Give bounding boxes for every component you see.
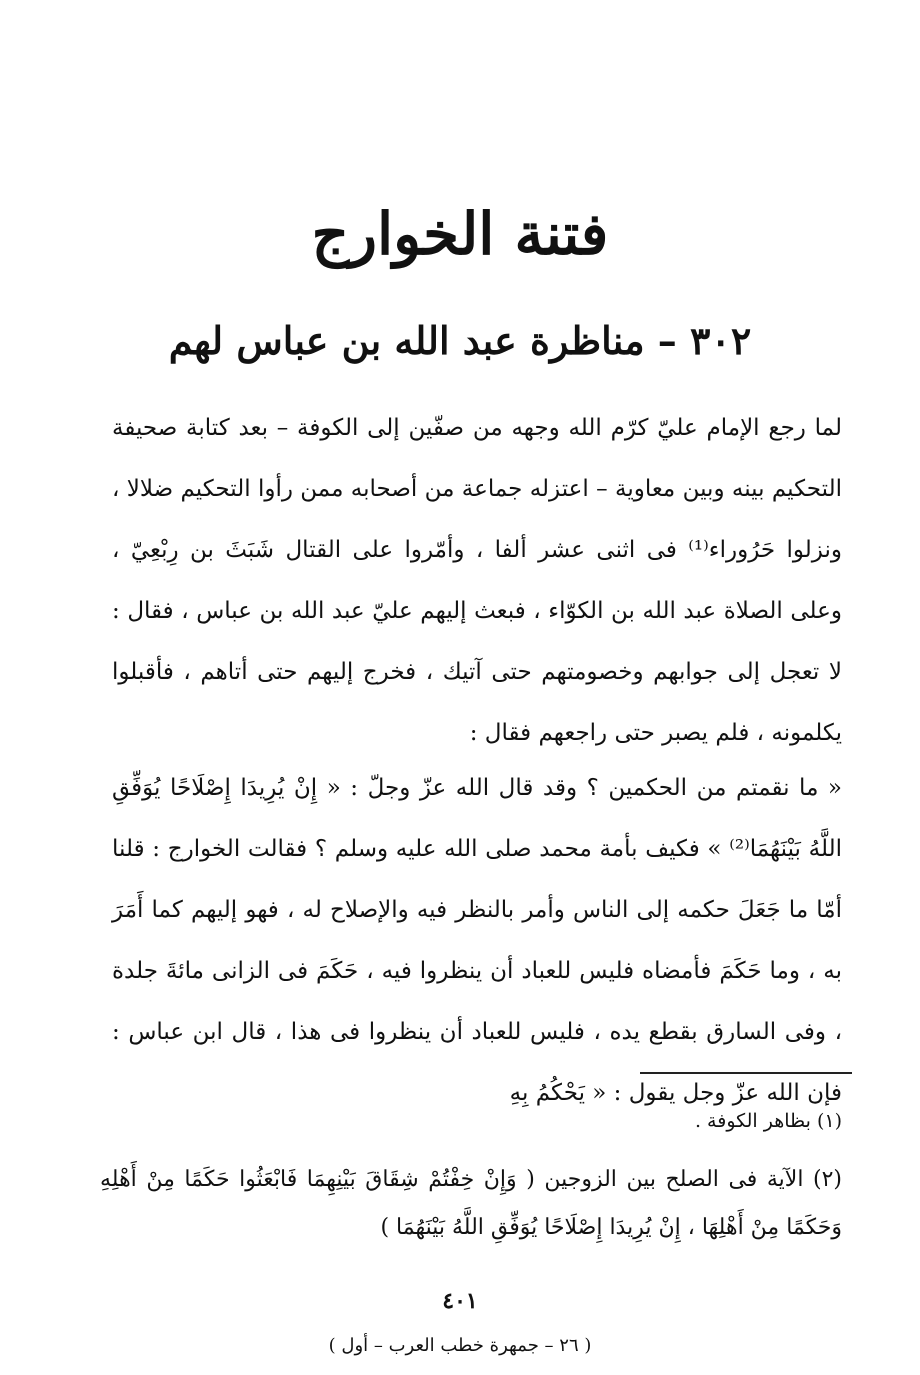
footnote-1: (١) بظاهر الكوفة .: [694, 1110, 842, 1132]
section-heading: ٣٠٢ – مناظرة عبد الله بن عباس لهم: [168, 318, 752, 363]
body-paragraph-2: « ما نقمتم من الحكمين ؟ وقد قال الله عزّ وجلّ : « إِنْ يُرِيدَا إِصْلَاحًا يُوَفِّقِ اللَّهُ بَيْنَهُمَا⁽²⁾ » فكيف بأمة محمد صلى الله عليه وسلم ؟ فقالت الخوارج : قلنا أمّا ما جَعَلَ حكمه إلى الناس وأمر بالنظر فيه والإصلاح له ، فهو إليهم كما أَمَرَ به ، وما حَكَمَ فأمضاه فليس للعباد أن ينظروا فيه ، حَكَمَ فى الزانى مائةَ جلدة ، وفى السارق بقطع يده ، فليس للعباد أن ينظروا فى هذا ، قال ابن عباس : فإن الله عزّ وجل يقول : « يَحْكُمُ بِهِ: [112, 775, 842, 1106]
chapter-title: فتنة الخوارج: [311, 200, 609, 268]
footnote-separator: [640, 1072, 852, 1074]
footnote-2: (٢) الآية فى الصلح بين الزوجين ( وَإِنْ خِفْتُمْ شِقَاقَ بَيْنِهِمَا فَابْعَثُوا حَكَمًا مِنْ أَهْلِهِ وَحَكَمًا مِنْ أَهْلِهَا ، إِنْ يُرِيدَا إِصْلَاحًا يُوَفِّقِ اللَّهُ بَيْنَهُمَا ): [100, 1167, 842, 1240]
body-paragraph-1: لما رجع الإمام عليّ كرّم الله وجهه من صفّين إلى الكوفة – بعد كتابة صحيفة التحكيم بينه وبين معاوية – اعتزله جماعة من أصحابه ممن رأوا التحكيم ضلالا ، ونزلوا حَرُوراء⁽¹⁾ فى اثنى عشر ألفا ، وأمّروا على القتال شَبَثَ بن رِبْعِيّ ، وعلى الصلاة عبد الله بن الكوّاء ، فبعث إليهم عليّ عبد الله بن عباس ، فقال : لا تعجل إلى جوابهم وخصومتهم حتى آتيك ، فخرج إليهم حتى أتاهم ، فأقبلوا يكلمونه ، فلم يصبر حتى راجعهم فقال :: [112, 415, 843, 746]
signature-mark: ( ٢٦ – جمهرة خطب العرب – أول ): [328, 1335, 592, 1356]
page-number: ٤٠١: [442, 1288, 478, 1314]
